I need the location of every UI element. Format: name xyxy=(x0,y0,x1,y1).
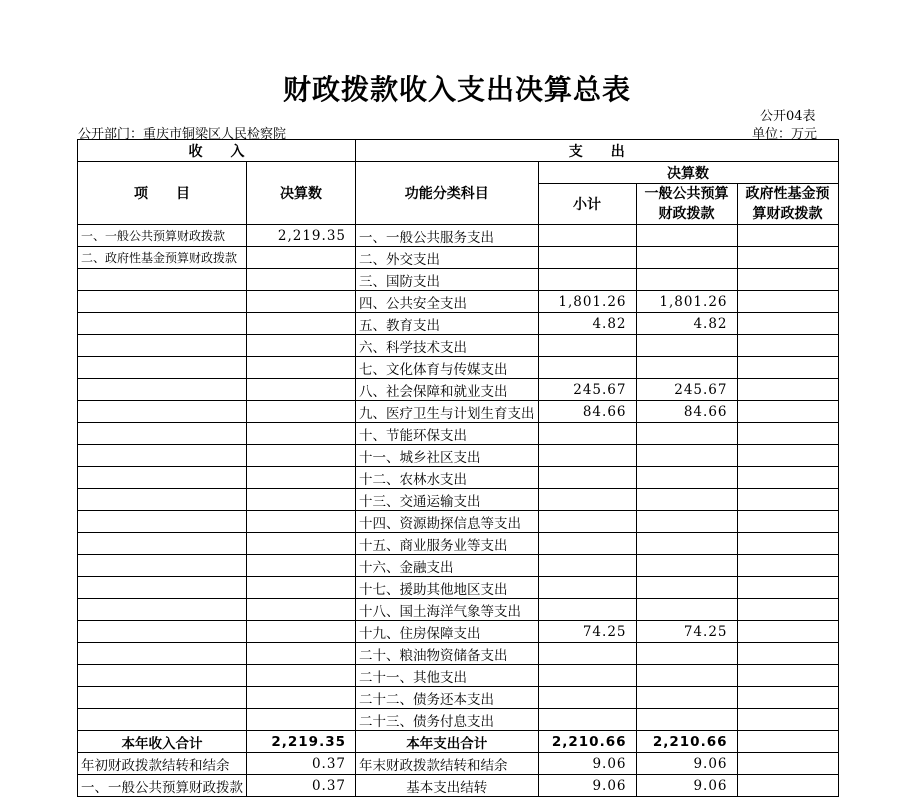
general-budget-cell: 1,801.26 xyxy=(636,291,737,313)
table-row xyxy=(78,269,839,291)
table-row xyxy=(78,489,839,511)
func-item-cell: 十五、商业服务业等支出 xyxy=(356,533,539,555)
table-row xyxy=(78,577,839,599)
table-row xyxy=(78,423,839,445)
income-amount-cell xyxy=(247,665,356,687)
general-budget-cell xyxy=(636,247,737,269)
func-header: 功能分类科目 xyxy=(356,162,539,225)
income-amount-cell xyxy=(247,467,356,489)
income-amount-cell xyxy=(247,621,356,643)
table-row xyxy=(78,555,839,577)
income-amount-cell xyxy=(247,555,356,577)
table-row xyxy=(78,401,839,423)
income-header: 收 入 xyxy=(78,140,356,162)
income-amount-cell xyxy=(247,313,356,335)
subtotal-cell xyxy=(538,643,636,665)
subtotal-cell xyxy=(538,445,636,467)
income-item-cell xyxy=(78,445,247,467)
income-item-cell xyxy=(78,511,247,533)
gov-fund-cell xyxy=(737,423,838,445)
amount-header: 决算数 xyxy=(247,162,356,225)
income-amount-cell xyxy=(247,335,356,357)
income-item-cell xyxy=(78,423,247,445)
func-item-cell: 七、文化体育与传媒支出 xyxy=(356,357,539,379)
func-item-cell: 六、科学技术支出 xyxy=(356,335,539,357)
income-amount-cell xyxy=(247,533,356,555)
table-row xyxy=(78,665,839,687)
table-row xyxy=(78,357,839,379)
subtotal-cell xyxy=(538,225,636,247)
func-item-cell: 二十一、其他支出 xyxy=(356,665,539,687)
income-item-cell xyxy=(78,313,247,335)
general-budget-cell xyxy=(636,489,737,511)
expense-total-fund xyxy=(737,731,838,753)
income-total-amount: 2,219.35 xyxy=(247,731,356,753)
income-item-cell xyxy=(78,643,247,665)
subtotal-cell xyxy=(538,599,636,621)
carry-subtotal-cell: 9.06 xyxy=(538,775,636,797)
subtotal-header: 小计 xyxy=(538,184,636,225)
income-amount-cell xyxy=(247,291,356,313)
subtotal-cell: 84.66 xyxy=(538,401,636,423)
income-item-cell: 一、一般公共预算财政拨款 xyxy=(78,225,247,247)
income-amount-cell xyxy=(247,379,356,401)
income-item-cell xyxy=(78,335,247,357)
income-item-cell xyxy=(78,401,247,423)
general-budget-cell: 4.82 xyxy=(636,313,737,335)
item-header: 项 目 xyxy=(78,162,247,225)
general-budget-cell xyxy=(636,467,737,489)
func-item-cell: 八、社会保障和就业支出 xyxy=(356,379,539,401)
carry-item-cell: 一、一般公共预算财政拨款 xyxy=(78,775,247,797)
gov-fund-cell xyxy=(737,511,838,533)
func-item-cell: 二十、粮油物资储备支出 xyxy=(356,643,539,665)
general-budget-cell xyxy=(636,357,737,379)
income-item-cell xyxy=(78,533,247,555)
subtotal-cell xyxy=(538,467,636,489)
general-budget-cell xyxy=(636,423,737,445)
carry-fund-cell xyxy=(737,753,838,775)
gov-fund-cell xyxy=(737,665,838,687)
subtotal-cell xyxy=(538,357,636,379)
func-item-cell: 二、外交支出 xyxy=(356,247,539,269)
income-item-cell xyxy=(78,621,247,643)
gov-fund-cell xyxy=(737,709,838,731)
gov-fund-cell xyxy=(737,335,838,357)
income-amount-cell xyxy=(247,511,356,533)
table-row xyxy=(78,291,839,313)
income-amount-cell xyxy=(247,687,356,709)
carry-fund-cell xyxy=(737,775,838,797)
form-code: 公开04表 xyxy=(760,109,816,124)
func-item-cell: 三、国防支出 xyxy=(356,269,539,291)
income-amount-cell xyxy=(247,247,356,269)
subtotal-cell: 74.25 xyxy=(538,621,636,643)
general-budget-cell xyxy=(636,445,737,467)
func-item-cell: 十六、金融支出 xyxy=(356,555,539,577)
func-item-cell: 二十二、债务还本支出 xyxy=(356,687,539,709)
page-title: 财政拨款收入支出决算总表 xyxy=(282,73,631,106)
func-item-cell: 二十三、债务付息支出 xyxy=(356,709,539,731)
income-amount-cell xyxy=(247,401,356,423)
general-budget-cell: 74.25 xyxy=(636,621,737,643)
income-item-cell xyxy=(78,577,247,599)
general-budget-cell xyxy=(636,709,737,731)
income-item-cell xyxy=(78,269,247,291)
income-item-cell xyxy=(78,599,247,621)
general-budget-cell xyxy=(636,665,737,687)
table-row xyxy=(78,643,839,665)
income-amount-cell xyxy=(247,709,356,731)
subtotal-cell xyxy=(538,489,636,511)
gov-fund-cell xyxy=(737,379,838,401)
func-item-cell: 十一、城乡社区支出 xyxy=(356,445,539,467)
gov-fund-cell xyxy=(737,533,838,555)
expense-header: 支 出 xyxy=(356,140,839,162)
income-item-cell xyxy=(78,687,247,709)
gov-fund-header: 政府性基金预算财政拨款 xyxy=(737,184,838,225)
gov-fund-cell xyxy=(737,291,838,313)
department-label: 公开部门：重庆市铜梁区人民检察院 xyxy=(78,127,287,142)
gov-fund-cell xyxy=(737,445,838,467)
subtotal-cell xyxy=(538,335,636,357)
table-row xyxy=(78,533,839,555)
table-row xyxy=(78,467,839,489)
gov-fund-cell xyxy=(737,489,838,511)
carry-general-cell: 9.06 xyxy=(636,753,737,775)
table-row xyxy=(78,687,839,709)
table-row xyxy=(78,511,839,533)
gov-fund-cell xyxy=(737,269,838,291)
income-amount-cell xyxy=(247,423,356,445)
subtotal-cell: 245.67 xyxy=(538,379,636,401)
general-budget-cell xyxy=(636,687,737,709)
income-amount-cell: 2,219.35 xyxy=(247,225,356,247)
expense-total-subtotal: 2,210.66 xyxy=(538,731,636,753)
table-row xyxy=(78,335,839,357)
final-group-header: 决算数 xyxy=(538,162,838,184)
gov-fund-cell xyxy=(737,313,838,335)
general-budget-cell: 245.67 xyxy=(636,379,737,401)
general-budget-header: 一般公共预算财政拨款 xyxy=(636,184,737,225)
gov-fund-cell xyxy=(737,621,838,643)
expense-total-general: 2,210.66 xyxy=(636,731,737,753)
general-budget-cell xyxy=(636,643,737,665)
subtotal-cell xyxy=(538,665,636,687)
general-budget-cell xyxy=(636,599,737,621)
func-item-cell: 四、公共安全支出 xyxy=(356,291,539,313)
table-row xyxy=(78,313,839,335)
gov-fund-cell xyxy=(737,599,838,621)
carry-func-cell: 基本支出结转 xyxy=(356,775,539,797)
table-row xyxy=(78,225,839,247)
income-item-cell xyxy=(78,555,247,577)
func-item-cell: 十八、国土海洋气象等支出 xyxy=(356,599,539,621)
income-amount-cell xyxy=(247,489,356,511)
income-item-cell xyxy=(78,379,247,401)
gov-fund-cell xyxy=(737,357,838,379)
func-item-cell: 十九、住房保障支出 xyxy=(356,621,539,643)
carry-general-cell: 9.06 xyxy=(636,775,737,797)
general-budget-cell xyxy=(636,269,737,291)
income-amount-cell xyxy=(247,445,356,467)
general-budget-cell xyxy=(636,335,737,357)
general-budget-cell xyxy=(636,511,737,533)
general-budget-cell xyxy=(636,225,737,247)
subtotal-cell xyxy=(538,709,636,731)
table-row xyxy=(78,621,839,643)
income-item-cell xyxy=(78,467,247,489)
table-row xyxy=(78,709,839,731)
func-item-cell: 五、教育支出 xyxy=(356,313,539,335)
subtotal-cell: 4.82 xyxy=(538,313,636,335)
gov-fund-cell xyxy=(737,225,838,247)
gov-fund-cell xyxy=(737,577,838,599)
income-item-cell: 二、政府性基金预算财政拨款 xyxy=(78,247,247,269)
subtotal-cell xyxy=(538,247,636,269)
carry-item-cell: 年初财政拨款结转和结余 xyxy=(78,753,247,775)
gov-fund-cell xyxy=(737,555,838,577)
subtotal-cell: 1,801.26 xyxy=(538,291,636,313)
gov-fund-cell xyxy=(737,247,838,269)
carry-func-cell: 年末财政拨款结转和结余 xyxy=(356,753,539,775)
income-item-cell xyxy=(78,357,247,379)
func-item-cell: 十四、资源勘探信息等支出 xyxy=(356,511,539,533)
gov-fund-cell xyxy=(737,643,838,665)
income-item-cell xyxy=(78,665,247,687)
func-item-cell: 十二、农林水支出 xyxy=(356,467,539,489)
table-row xyxy=(78,599,839,621)
income-amount-cell xyxy=(247,643,356,665)
general-budget-cell xyxy=(636,533,737,555)
table-row xyxy=(78,379,839,401)
func-item-cell: 九、医疗卫生与计划生育支出 xyxy=(356,401,539,423)
carry-row xyxy=(78,775,839,797)
unit-label: 单位：万元 xyxy=(752,127,818,142)
carry-amount-cell: 0.37 xyxy=(247,775,356,797)
func-item-cell: 十、节能环保支出 xyxy=(356,423,539,445)
general-budget-cell: 84.66 xyxy=(636,401,737,423)
general-budget-cell xyxy=(636,555,737,577)
subtotal-cell xyxy=(538,687,636,709)
gov-fund-cell xyxy=(737,687,838,709)
income-item-cell xyxy=(78,291,247,313)
subtotal-cell xyxy=(538,577,636,599)
table-row xyxy=(78,247,839,269)
carry-row xyxy=(78,753,839,775)
income-item-cell xyxy=(78,489,247,511)
table-row xyxy=(78,445,839,467)
func-item-cell: 十三、交通运输支出 xyxy=(356,489,539,511)
subtotal-cell xyxy=(538,511,636,533)
subtotal-cell xyxy=(538,533,636,555)
func-item-cell: 一、一般公共服务支出 xyxy=(356,225,539,247)
subtotal-cell xyxy=(538,555,636,577)
income-total-label: 本年收入合计 xyxy=(78,731,247,753)
subtotal-cell xyxy=(538,269,636,291)
budget-table xyxy=(77,139,839,797)
income-amount-cell xyxy=(247,269,356,291)
general-budget-cell xyxy=(636,577,737,599)
subtotal-cell xyxy=(538,423,636,445)
income-item-cell xyxy=(78,709,247,731)
carry-subtotal-cell: 9.06 xyxy=(538,753,636,775)
income-amount-cell xyxy=(247,357,356,379)
func-item-cell: 十七、援助其他地区支出 xyxy=(356,577,539,599)
totals-row xyxy=(78,731,839,753)
gov-fund-cell xyxy=(737,401,838,423)
income-amount-cell xyxy=(247,577,356,599)
income-amount-cell xyxy=(247,599,356,621)
expense-total-label: 本年支出合计 xyxy=(356,731,539,753)
carry-amount-cell: 0.37 xyxy=(247,753,356,775)
gov-fund-cell xyxy=(737,467,838,489)
